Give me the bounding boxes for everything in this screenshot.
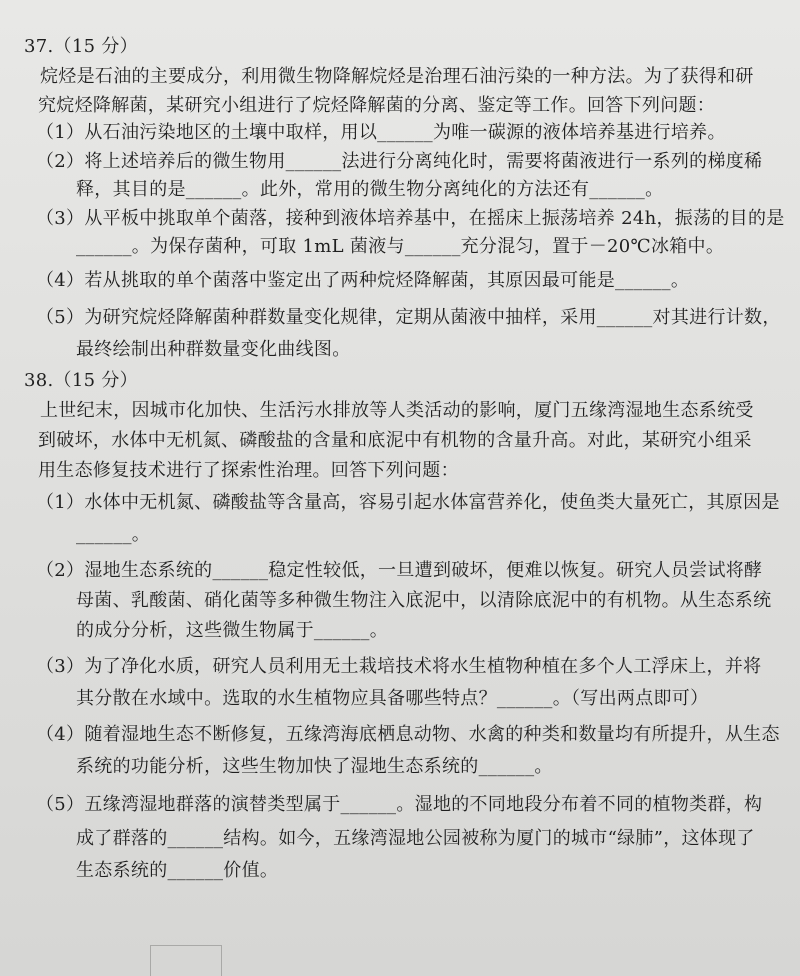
q38-part-2-line-2: 母菌、乳酸菌、硝化菌等多种微生物注入底泥中，以清除底泥中的有机物。从生态系统 xyxy=(76,590,772,611)
q38-part-5-line-3: 生态系统的______价值。 xyxy=(76,860,279,881)
q38-header: 38.（15 分） xyxy=(24,370,138,391)
q38-part-4-line-1: （4）随着湿地生态不断修复，五缘湾海底栖息动物、水禽的种类和数量均有所提升，从生态 xyxy=(36,724,780,745)
q37-part-4: （4）若从挑取的单个菌落中鉴定出了两种烷烃降解菌，其原因最可能是______。 xyxy=(36,270,690,291)
q38-part-5-line-2: 成了群落的______结构。如今，五缘湾湿地公园被称为厦门的城市“绿肺”，这体现了 xyxy=(76,828,755,849)
q38-part-3-line-2: 其分散在水域中。选取的水生植物应具备哪些特点？______。（写出两点即可） xyxy=(76,688,709,709)
bleed-through-sketch xyxy=(150,945,222,976)
q38-intro-line-1: 上世纪末，因城市化加快、生活污水排放等人类活动的影响，厦门五缘湾湿地生态系统受 xyxy=(40,400,754,421)
q38-intro-line-2: 到破坏，水体中无机氮、磷酸盐的含量和底泥中有机物的含量升高。对此，某研究小组采 xyxy=(38,430,752,451)
q37-intro-line-1: 烷烃是石油的主要成分，利用微生物降解烷烃是治理石油污染的一种方法。为了获得和研 xyxy=(40,66,754,87)
q38-part-2-line-1: （2）湿地生态系统的______稳定性较低，一旦遭到破坏，便难以恢复。研究人员尝试将酵 xyxy=(36,560,763,581)
q38-part-5-line-1: （5）五缘湾湿地群落的演替类型属于______。湿地的不同地段分布着不同的植物类群，构 xyxy=(36,794,763,815)
q38-part-3-line-1: （3）为了净化水质，研究人员利用无土栽培技术将水生植物种植在多个人工浮床上，并将 xyxy=(36,656,762,677)
q38-part-4-line-2: 系统的功能分析，这些生物加快了湿地生态系统的______。 xyxy=(76,756,553,777)
q37-part-3-line-2: ______。为保存菌种，可取 1mL 菌液与______充分混匀，置于－20℃冰箱中。 xyxy=(76,236,725,257)
q37-intro-line-2: 究烷烃降解菌，某研究小组进行了烷烃降解菌的分离、鉴定等工作。回答下列问题： xyxy=(38,95,716,116)
q37-part-2-line-2: 释，其目的是______。此外，常用的微生物分离纯化的方法还有______。 xyxy=(76,179,664,200)
q38-part-2-line-3: 的成分分析，这些微生物属于______。 xyxy=(76,620,388,641)
q38-part-1-line-1: （1）水体中无机氮、磷酸盐等含量高，容易引起水体富营养化，使鱼类大量死亡，其原因是 xyxy=(36,492,780,513)
q37-part-5-line-2: 最终绘制出种群数量变化曲线图。 xyxy=(76,339,351,360)
q38-part-1-line-2: ______。 xyxy=(76,524,151,545)
q37-header: 37.（15 分） xyxy=(24,36,138,57)
q37-part-2-line-1: （2）将上述培养后的微生物用______法进行分离纯化时，需要将菌液进行一系列的梯度稀 xyxy=(36,151,763,172)
q37-part-3-line-1: （3）从平板中挑取单个菌落，接种到液体培养基中，在摇床上振荡培养 24h，振荡的目的是 xyxy=(36,208,785,229)
q38-intro-line-3: 用生态修复技术进行了探索性治理。回答下列问题： xyxy=(38,460,459,481)
q37-part-1: （1）从石油污染地区的土壤中取样，用以______为唯一碳源的液体培养基进行培养。 xyxy=(36,122,726,143)
q37-part-5-line-1: （5）为研究烷烃降解菌种群数量变化规律，定期从菌液中抽样，采用______对其进行计数， xyxy=(36,307,781,328)
